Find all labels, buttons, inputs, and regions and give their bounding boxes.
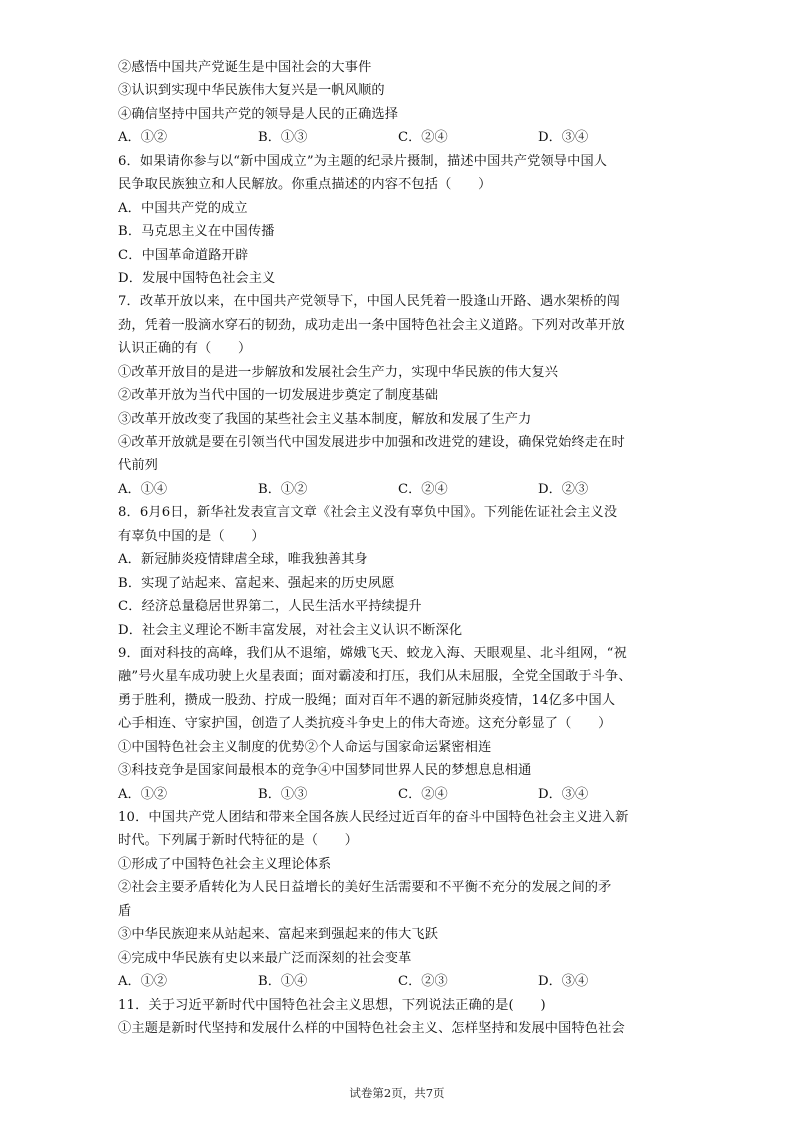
q8-option-a: A．新冠肺炎疫情肆虐全球，唯我独善其身 [118,552,368,568]
q10-stem-line-2: 时代。下列属于新时代特征的是（ ） [118,833,359,849]
q9-stem-line-1: 9．面对科技的高峰，我们从不退缩，嫦娥飞天、蛟龙入海、天眼观星、北斗组网，“祝 [118,645,627,661]
q9-option-c: C．②④ [398,786,448,802]
q10-option-a: A．①② [118,974,168,990]
q6-stem-line-1: 6．如果请你参与以“新中国成立”为主题的纪录片摄制，描述中国共产党领导中国人 [118,153,608,169]
q5-statement-2: ②感悟中国共产党诞生是中国社会的大事件 [118,60,372,75]
q9-statements-1-2: ①中国特色社会主义制度的优势②个人命运与国家命运紧密相连 [118,739,492,755]
q8-stem-line-2: 有辜负中国的是（ ） [118,528,265,544]
q9-options [118,783,678,806]
q8-option-b: B．实现了站起来、富起来、强起来的历史夙愿 [118,575,395,591]
q10-stem-line-1: 10．中国共产党人团结和带来全国各族人民经过近百年的奋斗中国特色社会主义进入新 [118,810,629,825]
q7-statement-3: ③改革开放改变了我国的某些社会主义基本制度，解放和发展了生产力 [118,411,532,427]
q9-statements-3-4: ③科技竞争是国家间最根本的竞争④中国梦同世界人民的梦想息息相通 [118,763,532,779]
q7-option-c: C．②④ [398,481,448,497]
q6-option-b: B．马克思主义在中国传播 [118,224,275,240]
q5-statement-4: ④确信坚持中国共产党的领导是人民的正确选择 [118,106,399,122]
q6-stem-line-2: 民争取民族独立和人民解放。你重点描述的内容不包括（ ） [118,177,492,193]
q8-stem-line-1: 8．6月6日，新华社发表宣言文章《社会主义没有辜负中国》。下列能佐证社会主义没 [118,505,618,521]
q7-option-b: B．①② [258,481,308,497]
q7-stem-line-1: 7．改革开放以来，在中国共产党领导下，中国人民凭着一股逢山开路、遇水架桥的闯 [118,294,621,310]
q9-stem-line-2: 融”号火星车成功驶上火星表面；面对霸凌和打压，我们从未屈服，全党全国敢于斗争、 [118,669,632,685]
q7-option-d: D．②③ [538,481,589,497]
q10-statement-3: ③中华民族迎来从站起来、富起来到强起来的伟大飞跃 [118,927,439,943]
page-footer: 试卷第2页，共7页 [349,1086,445,1100]
q9-option-d: D．③④ [538,786,589,802]
q7-stem-line-3: 认识正确的有（ ） [118,341,252,357]
q7-stem-line-2: 劲，凭着一股滴水穿石的韧劲，成功走出一条中国特色社会主义道路。下列对改革开放 [118,317,625,333]
q10-statement-2: ②社会主要矛盾转化为人民日益增长的美好生活需要和不平衡不充分的发展之间的矛 [118,880,612,896]
q9-option-a: A．①② [118,786,168,802]
q10-option-b: B．①④ [258,974,308,990]
q10-options [118,970,678,993]
q9-stem-line-4: 心手相连、守家护国，创造了人类抗疫斗争史上的伟大奇迹。这充分彰显了（ ） [118,716,612,732]
q7-statement-4: ④改革开放就是要在引领当代中国发展进步中加强和改进党的建设，确保党始终走在时 [118,435,625,450]
q5-options [118,126,678,149]
q6-option-a: A．中国共产党的成立 [118,200,248,216]
exam-page [118,56,678,1040]
q5-option-a: A．①② [118,130,168,146]
q9-option-b: B．①③ [258,786,308,802]
q11-statement-1: ①主题是新时代坚持和发展什么样的中国特色社会主义、怎样坚持和发展中国特色社会 [118,1020,625,1036]
q6-option-d: D．发展中国特色社会主义 [118,270,276,286]
q7-statement-4-cont: 代前列 [118,458,159,474]
q10-statement-2-cont: 盾 [118,903,132,919]
q10-option-d: D．③④ [538,974,589,990]
q7-options [118,478,678,501]
q7-statement-1: ①改革开放目的是进一步解放和发展社会生产力，实现中华民族的伟大复兴 [118,364,559,380]
q10-statement-4: ④完成中华民族有史以来最广泛而深刻的社会变革 [118,950,412,966]
q5-statement-3: ③认识到实现中华民族伟大复兴是一帆风顺的 [118,83,385,99]
q10-option-c: C．②③ [398,974,448,990]
q5-option-b: B．①③ [258,130,308,146]
q10-statement-1: ①形成了中国特色社会主义理论体系 [118,856,332,872]
q11-stem-line-1: 11．关于习近平新时代中国特色社会主义思想，下列说法正确的是( ) [118,997,546,1013]
q8-option-d: D．社会主义理论不断丰富发展，对社会主义认识不断深化 [118,622,463,638]
q7-option-a: A．①④ [118,481,168,497]
q5-option-d: D．③④ [538,130,589,146]
q6-option-c: C．中国革命道路开辟 [118,247,249,263]
q5-option-c: C．②④ [398,130,448,146]
q7-statement-2: ②改革开放为当代中国的一切发展进步奠定了制度基础 [118,388,439,404]
q8-option-c: C．经济总量稳居世界第二，人民生活水平持续提升 [118,599,422,615]
q9-stem-line-3: 勇于胜利，攒成一股劲、拧成一股绳；面对百年不遇的新冠肺炎疫情，14亿多中国人 [118,692,616,708]
